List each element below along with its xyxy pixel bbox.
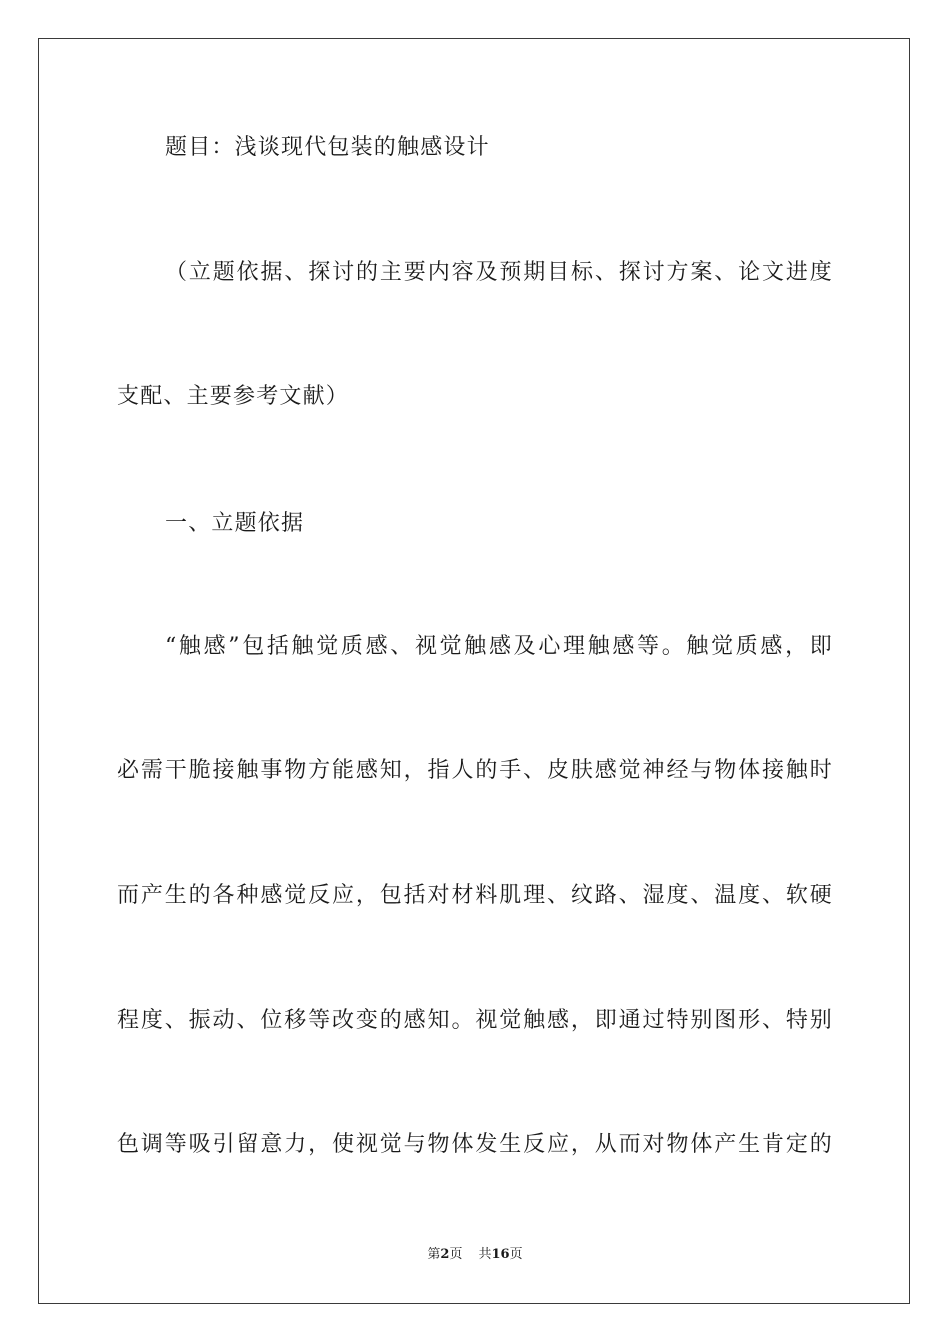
document-title: 题目：浅谈现代包装的触感设计 [165,135,490,160]
paragraph-line-4: 程度、振动、位移等改变的感知。视觉触感，即通过特别图形、特别 [117,1008,833,1033]
page-footer [0,1246,950,1264]
paragraph-line-5: 色调等吸引留意力，使视觉与物体发生反应，从而对物体产生肯定的 [117,1132,833,1157]
total-suffix: 页 [509,1247,523,1262]
paragraph-line-2: 必需干脆接触事物方能感知，指人的手、皮肤感觉神经与物体接触时 [117,758,833,783]
total-prefix: 共 [478,1247,492,1262]
page-number: 2 [440,1247,450,1262]
section-heading: 一、立题依据 [165,511,305,536]
total-pages: 16 [491,1247,510,1262]
paragraph-line-3: 而产生的各种感觉反应，包括对材料肌理、纹路、湿度、温度、软硬 [117,883,833,908]
subtitle-line-2: 支配、主要参考文献） [117,384,350,409]
page-prefix: 第 [427,1247,441,1262]
subtitle-line-1: （立题依据、探讨的主要内容及预期目标、探讨方案、论文进度 [165,260,833,285]
paragraph-line-1: “触感”包括触觉质感、视觉触感及心理触感等。触觉质感，即 [165,634,833,659]
page-suffix: 页 [449,1247,463,1262]
page-border [38,38,910,1304]
